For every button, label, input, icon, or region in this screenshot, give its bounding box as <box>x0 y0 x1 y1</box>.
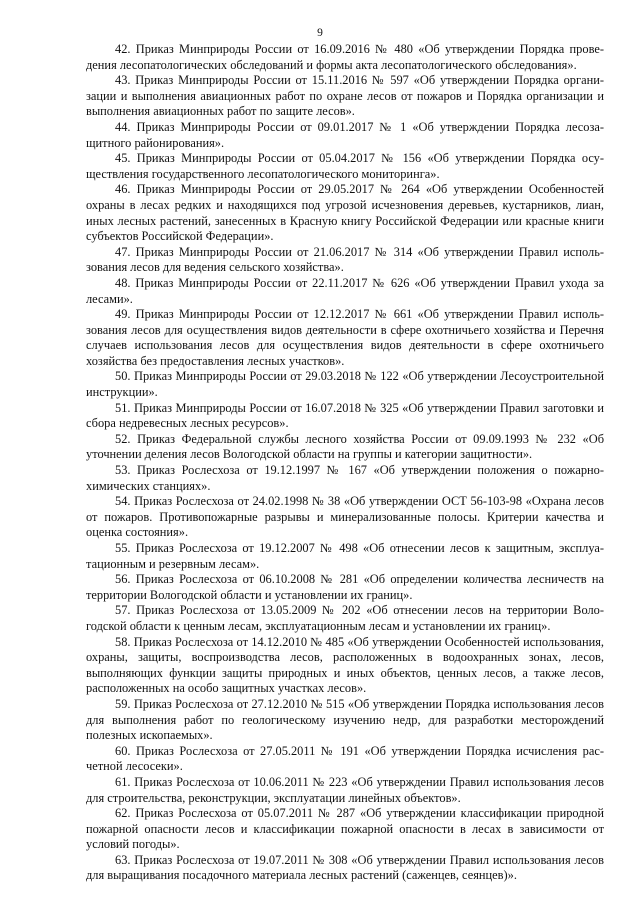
list-item: 61. Приказ Рослесхоза от 10.06.2011 № 223 «Об утверждении Правил использования лесов для строительства, реконструкции, эксплуатации линейных объектов». <box>86 774 604 805</box>
page-number: 9 <box>317 27 323 39</box>
list-item: 51. Приказ Минприроды России от 16.07.2018 № 325 «Об утверждении Правил заготовки и сбора недревесных лесных ресурсов». <box>86 400 604 431</box>
list-item: 57. Приказ Рослесхоза от 13.05.2009 № 202 «Об отнесении лесов на территории Вологодской области к ценным лесам, эксплуатационным лесам и установлении их границ». <box>86 603 604 633</box>
list-item: 47. Приказ Минприроды России от 21.06.2017 № 314 «Об утверждении Правил использования лесов для ведения сельского хозяйства». <box>86 244 604 275</box>
list-item: 42. Приказ Минприроды России от 16.09.2016 № 480 «Об утверждении Порядка проведения лесопатологических обследований и формы акта лесопатологического обследования». <box>86 42 604 72</box>
list-item: 44. Приказ Минприроды России от 09.01.2017 № 1 «Об утверждении Порядка лесозащитного районирования». <box>86 119 604 150</box>
list-item: 60. Приказ Рослесхоза от 27.05.2011 № 191 «Об утверждении Порядка исчисления расчетной лесосеки». <box>86 743 604 774</box>
list-item: 45. Приказ Минприроды России от 05.04.2017 № 156 «Об утверждении Порядка осуществления государственного лесопатологического мониторинга». <box>86 151 604 181</box>
list-item: 48. Приказ Минприроды России от 22.11.2017 № 626 «Об утверждении Правил ухода за лесами». <box>86 275 604 306</box>
list-item: 62. Приказ Рослесхоза от 05.07.2011 № 287 «Об утверждении классификации природной пожарной опасности лесов и классификации пожарной опасности в лесах в зависимости от условий погоды». <box>86 806 604 852</box>
list-item: 52. Приказ Федеральной службы лесного хозяйства России от 09.09.1993 № 232 «Об уточнении деления лесов Вологодской области на группы и категории защитности». <box>86 431 604 462</box>
list-item: 43. Приказ Минприроды России от 15.11.2016 № 597 «Об утверждении Порядка организации и выполнения авиационных работ по охране лесов от пожаров и Порядка организации и выполнения авиационных работ по защите лесов». <box>86 73 604 119</box>
list-item: 56. Приказ Рослесхоза от 06.10.2008 № 281 «Об определении количества лесничеств на территории Вологодской области и установлении их границ». <box>86 572 604 602</box>
list-item: 49. Приказ Минприроды России от 12.12.2017 № 661 «Об утверждении Правил использования лесов для осуществления видов деятельности в сфере охотничьего хозяйства и Перечня случаев использования лесов для осуществления видов деятельности в сфере охотничьего хозяйства без предоставления лесных участков». <box>86 307 604 368</box>
document-body <box>86 42 604 884</box>
list-item: 46. Приказ Минприроды России от 29.05.2017 № 264 «Об утверждении Особенностей охраны в лесах редких и находящихся под угрозой исчезновения деревьев, кустарников, лиан, иных лесных растений, занесенных в Красную книгу Российской Федерации или красные книги субъектов Российской Федерации». <box>86 182 604 244</box>
list-item: 59. Приказ Рослесхоза от 27.12.2010 № 515 «Об утверждении Порядка использования лесов для выполнения работ по геологическому изучению недр, для разработки месторождений полезных ископаемых». <box>86 696 604 743</box>
list-item: 53. Приказ Рослесхоза от 19.12.1997 № 167 «Об утверждении положения о пожарнохимических станциях». <box>86 463 604 493</box>
list-item: 55. Приказ Рослесхоза от 19.12.2007 № 498 «Об отнесении лесов к защитным, эксплуатационным и резервным лесам». <box>86 541 604 571</box>
list-item: 63. Приказ Рослесхоза от 19.07.2011 № 308 «Об утверждении Правил использования лесов для выращивания посадочного материала лесных растений (саженцев, сеянцев)». <box>86 852 604 883</box>
list-item: 50. Приказ Минприроды России от 29.03.2018 № 122 «Об утверждении Лесоустроительной инструкции». <box>86 369 604 400</box>
list-item: 54. Приказ Рослесхоза от 24.02.1998 № 38 «Об утверждении ОСТ 56-103-98 «Охрана лесов от пожаров. Противопожарные разрывы и минерализованные полосы. Критерии качества и оценка состояния». <box>86 494 604 540</box>
list-item: 58. Приказ Рослесхоза от 14.12.2010 № 485 «Об утверждении Особенностей использования, охраны, защиты, воспроизводства лесов, расположенных в водоохранных зонах, лесов, выполняющих функции защиты природных и иных объектов, ценных лесов, а также лесов, расположенных на особо защитных участках лесов». <box>86 634 604 696</box>
